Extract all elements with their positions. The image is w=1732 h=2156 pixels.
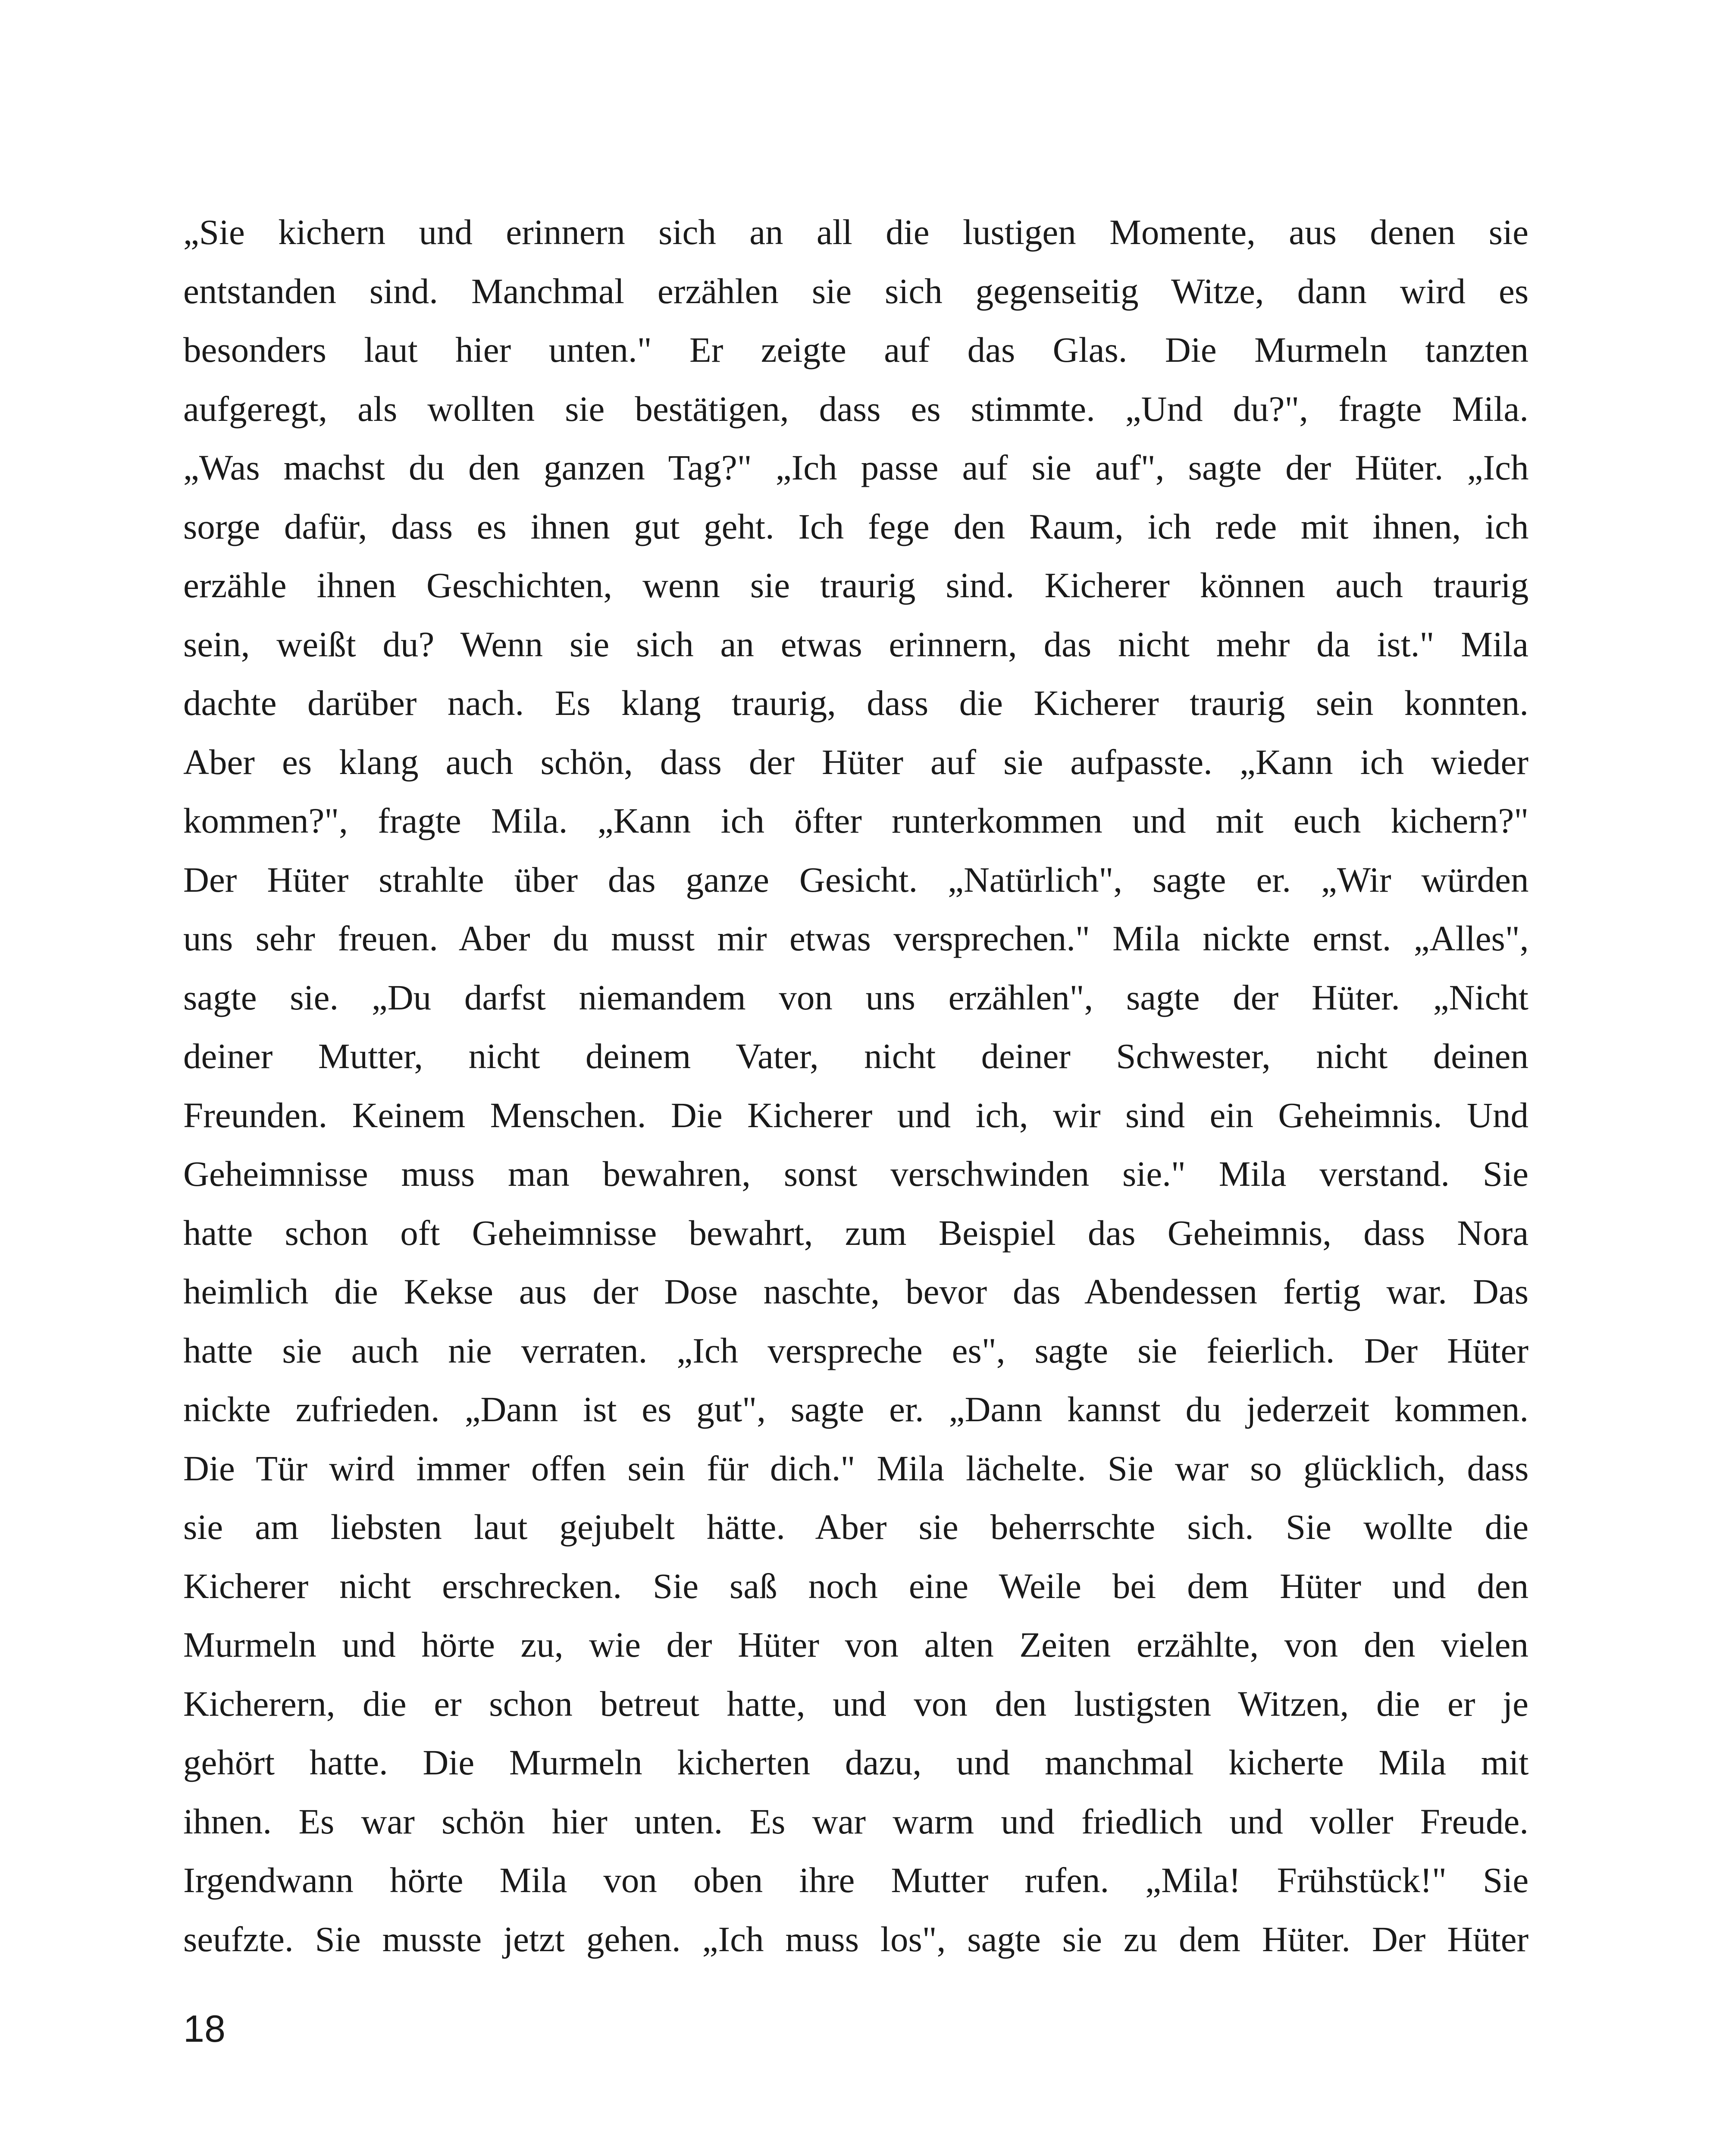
- text-line: Murmeln und hörte zu, wie der Hüter von alten Zeiten erzählte, von den vielen: [183, 1625, 1528, 1664]
- text-line: heimlich die Kekse aus der Dose naschte, bevor das Abendessen fertig war. Das: [183, 1272, 1528, 1311]
- text-line: kommen?", fragte Mila. „Kann ich öfter runterkommen und mit euch kichern?": [183, 801, 1529, 840]
- text-line: besonders laut hier unten." Er zeigte auf das Glas. Die Murmeln tanzten: [183, 330, 1529, 370]
- text-line: „Was machst du den ganzen Tag?" „Ich passe auf sie auf", sagte der Hüter. „Ich: [183, 448, 1529, 487]
- text-line: sie am liebsten laut gejubelt hätte. Aber sie beherrschte sich. Sie wollte die: [183, 1507, 1529, 1547]
- text-line: deiner Mutter, nicht deinem Vater, nicht deiner Schwester, nicht deinen: [183, 1036, 1528, 1076]
- body-text: [183, 203, 1528, 1968]
- text-line: seufzte. Sie musste jetzt gehen. „Ich muss los", sagte sie zu dem Hüter. Der Hüter: [183, 1919, 1529, 1959]
- text-line: Die Tür wird immer offen sein für dich." Mila lächelte. Sie war so glücklich, dass: [183, 1448, 1529, 1488]
- text-line: gehört hatte. Die Murmeln kicherten dazu, und manchmal kicherte Mila mit: [183, 1742, 1529, 1782]
- text-line: sorge dafür, dass es ihnen gut geht. Ich fege den Raum, ich rede mit ihnen, ich: [183, 506, 1529, 546]
- text-line: Geheimnisse muss man bewahren, sonst verschwinden sie." Mila verstand. Sie: [183, 1154, 1528, 1194]
- text-line: Kicherer nicht erschrecken. Sie saß noch eine Weile bei dem Hüter und den: [183, 1566, 1529, 1606]
- text-line: uns sehr freuen. Aber du musst mir etwas versprechen." Mila nickte ernst. „Alles",: [183, 918, 1529, 958]
- text-line: hatte schon oft Geheimnisse bewahrt, zum Beispiel das Geheimnis, dass Nora: [183, 1213, 1529, 1253]
- text-line: aufgeregt, als wollten sie bestätigen, dass es stimmte. „Und du?", fragte Mila.: [183, 389, 1528, 429]
- text-line: hatte sie auch nie verraten. „Ich verspreche es", sagte sie feierlich. Der Hüter: [183, 1330, 1528, 1370]
- text-line: sagte sie. „Du darfst niemandem von uns erzählen", sagte der Hüter. „Nicht: [183, 977, 1528, 1017]
- text-line: Freunden. Keinem Menschen. Die Kicherer und ich, wir sind ein Geheimnis. Und: [183, 1095, 1528, 1135]
- text-line: Der Hüter strahlte über das ganze Gesicht. „Natürlich", sagte er. „Wir würden: [183, 859, 1529, 899]
- text-line: sein, weißt du? Wenn sie sich an etwas erinnern, das nicht mehr da ist." Mila: [183, 624, 1528, 664]
- text-line: Irgendwann hörte Mila von oben ihre Mutter rufen. „Mila! Frühstück!" Sie: [183, 1860, 1529, 1900]
- text-line: ihnen. Es war schön hier unten. Es war warm und friedlich und voller Freude.: [183, 1801, 1528, 1841]
- text-line: Aber es klang auch schön, dass der Hüter auf sie aufpasste. „Kann ich wieder: [183, 742, 1528, 782]
- text-line: Kicherern, die er schon betreut hatte, und von den lustigsten Witzen, die er je: [183, 1683, 1528, 1724]
- text-line: „Sie kichern und erinnern sich an all die lustigen Momente, aus denen sie: [183, 212, 1528, 252]
- text-line: nickte zufrieden. „Dann ist es gut", sagte er. „Dann kannst du jederzeit kommen.: [183, 1389, 1529, 1429]
- page-number: 18: [183, 2007, 226, 2050]
- text-line: erzähle ihnen Geschichten, wenn sie traurig sind. Kicherer können auch traurig: [183, 565, 1529, 605]
- text-line: entstanden sind. Manchmal erzählen sie sich gegenseitig Witze, dann wird es: [183, 271, 1529, 311]
- text-line: dachte darüber nach. Es klang traurig, dass die Kicherer traurig sein konnten.: [183, 683, 1528, 723]
